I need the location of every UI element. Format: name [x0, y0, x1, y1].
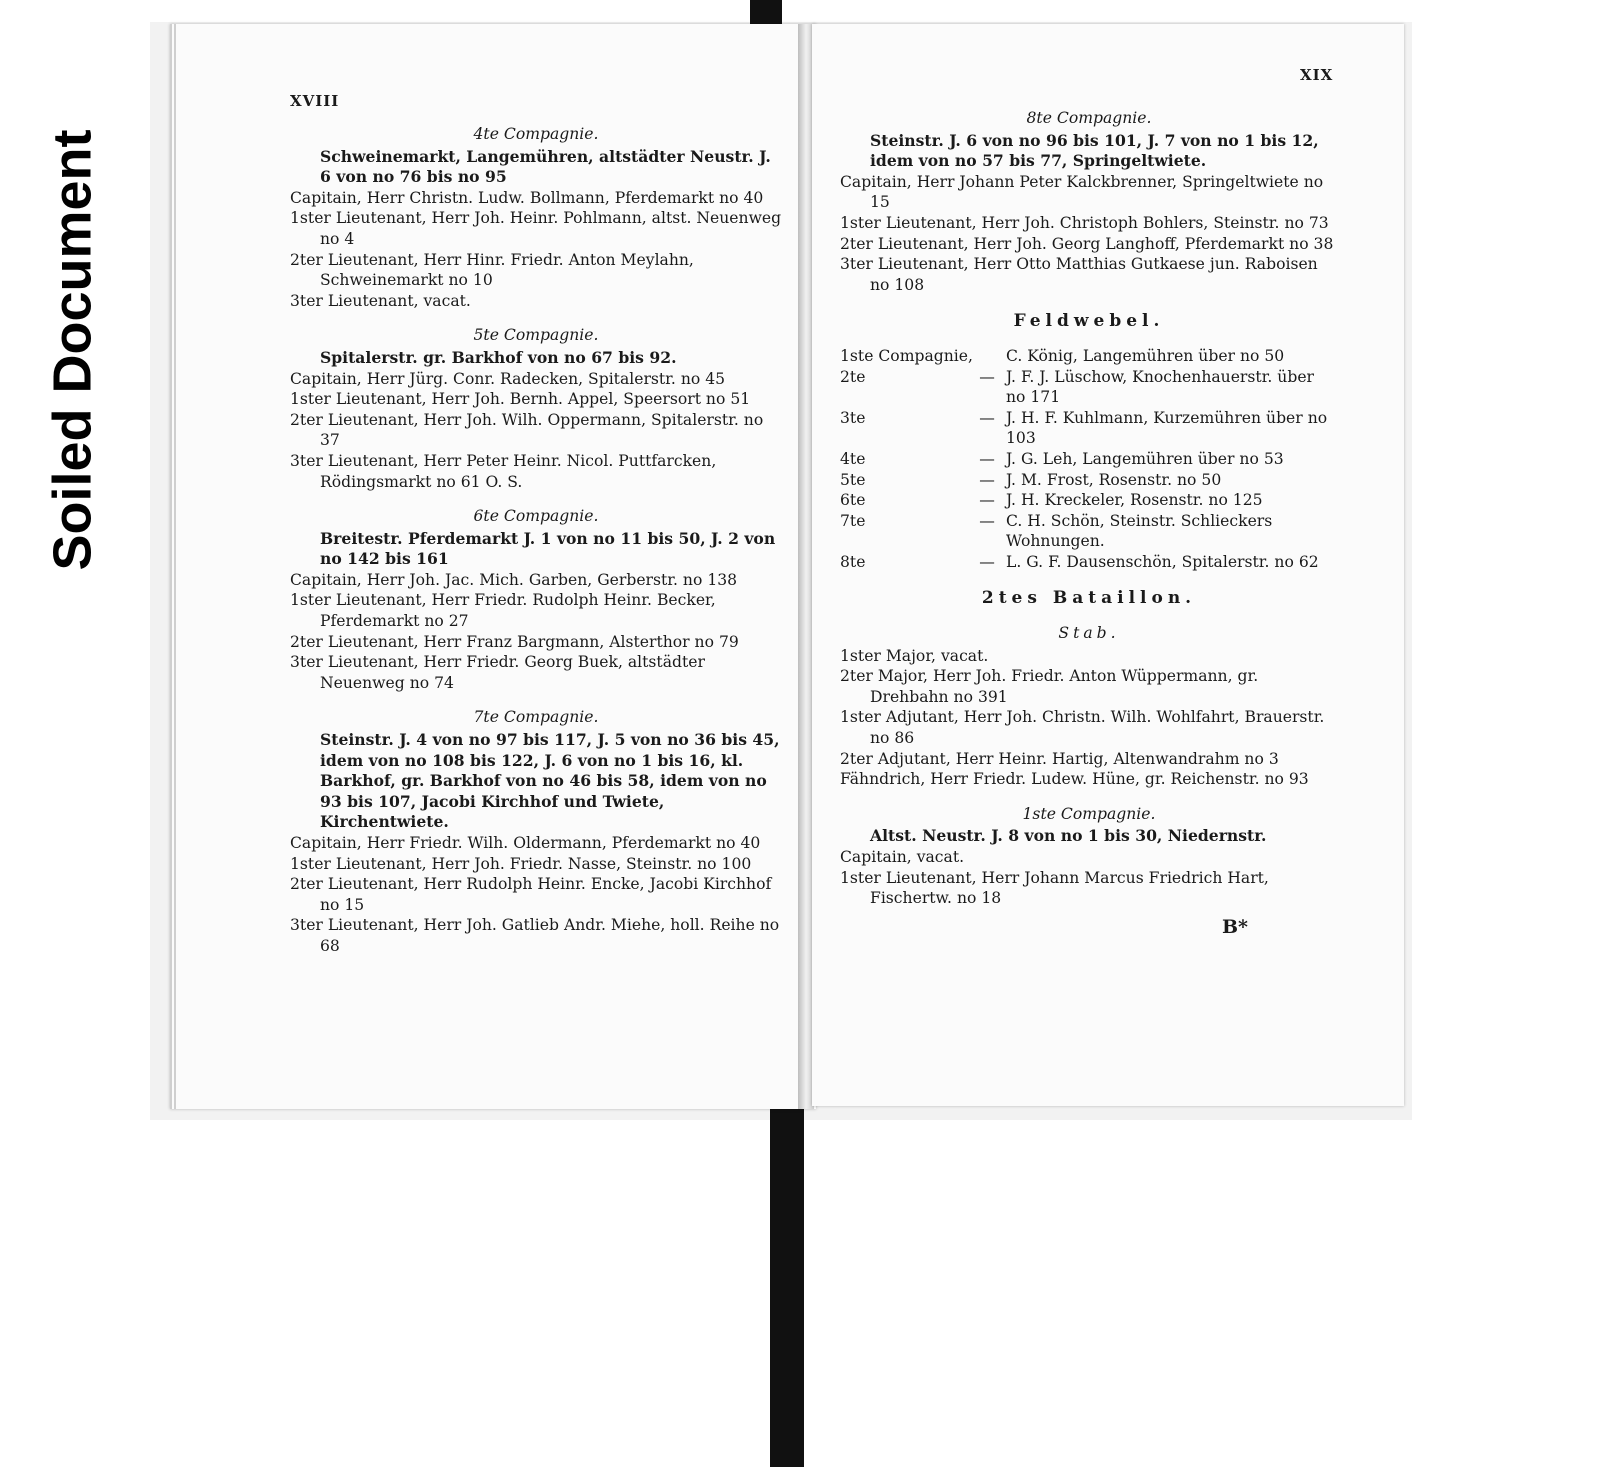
section-streets: Schweinemarkt, Langemühren, altstädter Neustr. J. 6 von no 76 bis no 95: [320, 146, 771, 187]
officer-entry: 1ster Lieutenant, Herr Friedr. Rudolph Heinr. Becker, Pferdemarkt no 27: [290, 591, 716, 631]
table-row: [840, 470, 1338, 491]
section-streets: Altst. Neustr. J. 8 von no 1 bis 30, Niedernstr.: [870, 826, 1267, 846]
officer-entry: 2ter Lieutenant, Herr Joh. Georg Langhoff, Pferdemarkt no 38: [840, 234, 1334, 253]
stab-title: Stab.: [1058, 624, 1120, 643]
officer-entry: 2ter Lieutenant, Herr Hinr. Friedr. Anton Meylahn, Schweinemarkt no 10: [290, 250, 694, 290]
table-row: [840, 346, 1338, 367]
table-row: [840, 511, 1338, 552]
name-cell: C. König, Langemühren über no 50: [1006, 346, 1285, 365]
officer-entry: Capitain, Herr Christn. Ludw. Bollmann, Pferdemarkt no 40: [290, 188, 764, 207]
table-row: [840, 449, 1338, 470]
dash-cell: —: [979, 552, 995, 571]
left-folio: XVIII: [290, 92, 340, 110]
dash-cell: —: [979, 408, 995, 427]
officer-entry: 1ster Lieutenant, Herr Joh. Christoph Bohlers, Steinstr. no 73: [840, 213, 1329, 232]
company-cell: 7te: [840, 511, 866, 530]
officer-entry: Capitain, Herr Johann Peter Kalckbrenner, Springeltwiete no 15: [840, 172, 1324, 212]
bataillon-section: [840, 588, 1338, 908]
name-cell: C. H. Schön, Steinstr. Schlieckers Wohnungen.: [1006, 511, 1273, 551]
section-6te-compagnie: [290, 506, 782, 693]
officer-entry: 2ter Adjutant, Herr Heinr. Hartig, Altenwandrahm no 3: [840, 749, 1279, 768]
table-row: [840, 367, 1338, 408]
section-streets: Steinstr. J. 4 von no 97 bis 117, J. 5 von no 36 bis 45, idem von no 108 bis 122, J. 6 von no 1 bis 16, kl. Barkhof, gr. Barkhof von no 46 bis 58, idem von no 93 bis 107, Jacobi Kirchhof und Twiete, Kirchentwiete.: [320, 730, 780, 832]
section-title: 6te Compagnie.: [473, 507, 599, 526]
dash-cell: —: [979, 449, 995, 468]
officer-entry: 3ter Lieutenant, Herr Joh. Gatlieb Andr. Miehe, holl. Reihe no 68: [290, 916, 780, 955]
right-folio: XIX: [1300, 66, 1334, 84]
officer-entry: 2ter Major, Herr Joh. Friedr. Anton Wüppermann, gr. Drehbahn no 391: [840, 667, 1259, 706]
officer-entry: Capitain, vacat.: [840, 848, 965, 866]
officer-entry: 2ter Lieutenant, Herr Joh. Wilh. Oppermann, Spitalerstr. no 37: [290, 410, 764, 450]
section-title: 8te Compagnie.: [1026, 109, 1152, 127]
feldwebel-heading: Feldwebel.: [1013, 311, 1165, 332]
signature-mark: B*: [1222, 915, 1248, 938]
dash-cell: —: [979, 511, 995, 530]
dash-cell: —: [979, 367, 995, 386]
officer-entry: 1ster Major, vacat.: [840, 646, 989, 665]
section-title: 7te Compagnie.: [473, 708, 599, 727]
section-7te-compagnie: [290, 707, 782, 956]
section-4te-compagnie: [290, 124, 782, 311]
name-cell: J. M. Frost, Rosenstr. no 50: [1006, 470, 1222, 489]
right-page-body: [840, 108, 1338, 937]
soiled-document-stamp: [18, 95, 128, 605]
feldwebel-section: [840, 311, 1338, 572]
officer-entry: 3ter Lieutenant, Herr Peter Heinr. Nicol. Puttfarcken, Rödingsmarkt no 61 O. S.: [290, 451, 717, 491]
officer-entry: 3ter Lieutenant, Herr Otto Matthias Gutkaese jun. Raboisen no 108: [840, 255, 1318, 294]
officer-entry: 1ster Lieutenant, Herr Joh. Friedr. Nasse, Steinstr. no 100: [290, 854, 752, 873]
name-cell: J. G. Leh, Langemühren über no 53: [1006, 449, 1284, 468]
officer-entry: 1ster Lieutenant, Herr Joh. Heinr. Pohlmann, altst. Neuenweg no 4: [290, 209, 782, 248]
section-title: 5te Compagnie.: [473, 326, 599, 345]
company-cell: 1ste Compagnie,: [840, 346, 973, 365]
section-5te-compagnie: [290, 325, 782, 492]
table-row: [840, 552, 1338, 573]
name-cell: J. F. J. Lüschow, Knochenhauerstr. über no 171: [1006, 367, 1315, 407]
dash-cell: —: [979, 470, 995, 489]
table-row: [840, 408, 1338, 449]
company-cell: 8te: [840, 552, 866, 571]
section-streets: Spitalerstr. gr. Barkhof von no 67 bis 92.: [320, 347, 677, 367]
company-cell: 3te: [840, 408, 866, 427]
officer-entry: Capitain, Herr Friedr. Wilh. Oldermann, Pferdemarkt no 40: [290, 834, 761, 852]
stamp-text: Soiled Document: [43, 129, 104, 571]
officer-entry: 1ster Lieutenant, Herr Johann Marcus Friedrich Hart, Fischertw. no 18: [840, 868, 1269, 908]
section-title: 1ste Compagnie.: [1022, 804, 1156, 823]
section-streets: Steinstr. J. 6 von no 96 bis 101, J. 7 von no 1 bis 12, idem von no 57 bis 77, Springeltwiete.: [870, 130, 1319, 171]
officer-entry: Fähndrich, Herr Friedr. Ludew. Hüne, gr. Reichenstr. no 93: [840, 770, 1309, 789]
section-title: 4te Compagnie.: [473, 125, 599, 143]
left-page-body: [290, 124, 782, 957]
binding-strip-bottom: [770, 1100, 804, 1467]
company-cell: 5te: [840, 470, 866, 489]
name-cell: J. H. F. Kuhlmann, Kurzemühren über no 103: [1006, 408, 1328, 448]
dash-cell: [978, 346, 996, 367]
officer-entry: 3ter Lieutenant, vacat.: [290, 291, 471, 310]
table-row: [840, 490, 1338, 511]
officer-entry: 1ster Lieutenant, Herr Joh. Bernh. Appel, Speersort no 51: [290, 390, 751, 409]
section-streets: Breitestr. Pferdemarkt J. 1 von no 11 bis 50, J. 2 von no 142 bis 161: [320, 528, 776, 569]
feldwebel-table: [840, 346, 1338, 573]
officer-entry: 3ter Lieutenant, Herr Friedr. Georg Buek, altstädter Neuenweg no 74: [290, 653, 705, 692]
dash-cell: —: [979, 491, 995, 510]
bataillon-heading: 2tes Bataillon.: [981, 588, 1197, 609]
section-8te-compagnie: [840, 108, 1338, 295]
company-cell: 4te: [840, 449, 866, 468]
company-cell: 6te: [840, 491, 866, 510]
name-cell: L. G. F. Dausenschön, Spitalerstr. no 62: [1006, 552, 1319, 571]
name-cell: J. H. Kreckeler, Rosenstr. no 125: [1006, 491, 1263, 510]
officer-entry: Capitain, Herr Joh. Jac. Mich. Garben, Gerberstr. no 138: [290, 570, 738, 589]
officer-entry: 1ster Adjutant, Herr Joh. Christn. Wilh. Wohlfahrt, Brauerstr. no 86: [840, 708, 1325, 748]
officer-entry: 2ter Lieutenant, Herr Rudolph Heinr. Encke, Jacobi Kirchhof no 15: [290, 875, 772, 914]
officer-entry: Capitain, Herr Jürg. Conr. Radecken, Spitalerstr. no 45: [290, 369, 726, 388]
officer-entry: 2ter Lieutenant, Herr Franz Bargmann, Alsterthor no 79: [290, 632, 739, 651]
company-cell: 2te: [840, 367, 866, 386]
